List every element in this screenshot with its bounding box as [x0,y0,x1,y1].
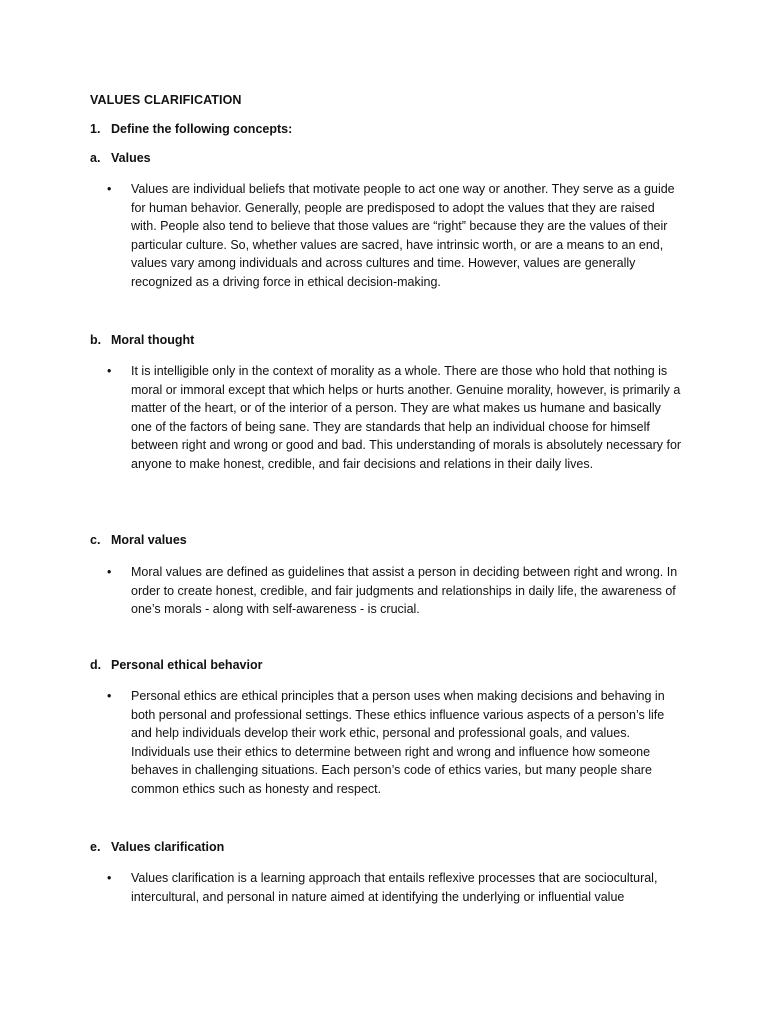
section-letter: d. [90,658,102,672]
section-letter: a. [90,151,101,165]
bullet-icon: • [107,182,112,196]
bullet-icon: • [107,364,112,378]
bullet-text: Values are individual beliefs that motivate people to act one way or another. They serve as a guide for human behavior. Generally, people are predisposed to adopt the values that they are raised with. People also tend to believe that those values are “right” because they are the values of their particular culture. So, whether values are sacred, have intrinsic worth, or are a means to an end, values vary among individuals and across cultures and time. However, values are generally recognized as a driving force in ethical decision-making. [131,182,675,289]
section-title: Moral values [111,533,187,547]
section-heading-personal-ethical-behavior [90,658,262,672]
bullet-icon: • [107,565,112,579]
document-title: VALUES CLARIFICATION [90,93,242,107]
bullet-icon: • [107,689,112,703]
section-heading-values-clarification [90,840,224,854]
section-title: Moral thought [111,333,195,347]
question-number: 1. [90,122,101,136]
section-letter: c. [90,533,101,547]
section-title: Personal ethical behavior [111,658,263,672]
section-letter: e. [90,840,101,854]
question-heading [90,122,292,136]
section-title: Values [111,151,151,165]
section-title: Values clarification [111,840,225,854]
bullet-text: Personal ethics are ethical principles that a person uses when making decisions and behaving in both personal and professional settings. These ethics influence various aspects of a person’s life and help individuals develop their work ethic, personal and professional goals, and values. Individuals use their ethics to determine between right and wrong and influence how someone behaves in challenging situations. Each person’s code of ethics varies, but many people share common ethics such as honesty and respect. [131,689,665,796]
section-letter: b. [90,333,102,347]
bullet-text: Values clarification is a learning approach that entails reflexive processes that are sociocultural, intercultural, and personal in nature aimed at identifying the underlying or influential value [131,871,658,904]
bullet-icon: • [107,871,112,885]
section-heading-moral-thought [90,333,194,347]
section-heading-moral-values [90,533,187,547]
question-text: Define the following concepts: [111,122,293,136]
section-heading-values [90,151,151,165]
bullet-text: It is intelligible only in the context of morality as a whole. There are those who hold that nothing is moral or immoral except that which helps or hurts another. Genuine morality, however, is primarily a matter of the heart, or of the interior of a person. They are what makes us humane and basically one of the factors of being sane. They are standards that help an individual choose for himself between right and wrong or good and bad. This understanding of morals is absolutely necessary for anyone to make honest, credible, and fair decisions and relations in their daily lives. [131,364,682,471]
bullet-text: Moral values are defined as guidelines that assist a person in deciding between right and wrong. In order to create honest, credible, and fair judgments and relationships in daily life, the awareness of one’s morals - along with self-awareness - is crucial. [131,565,678,617]
